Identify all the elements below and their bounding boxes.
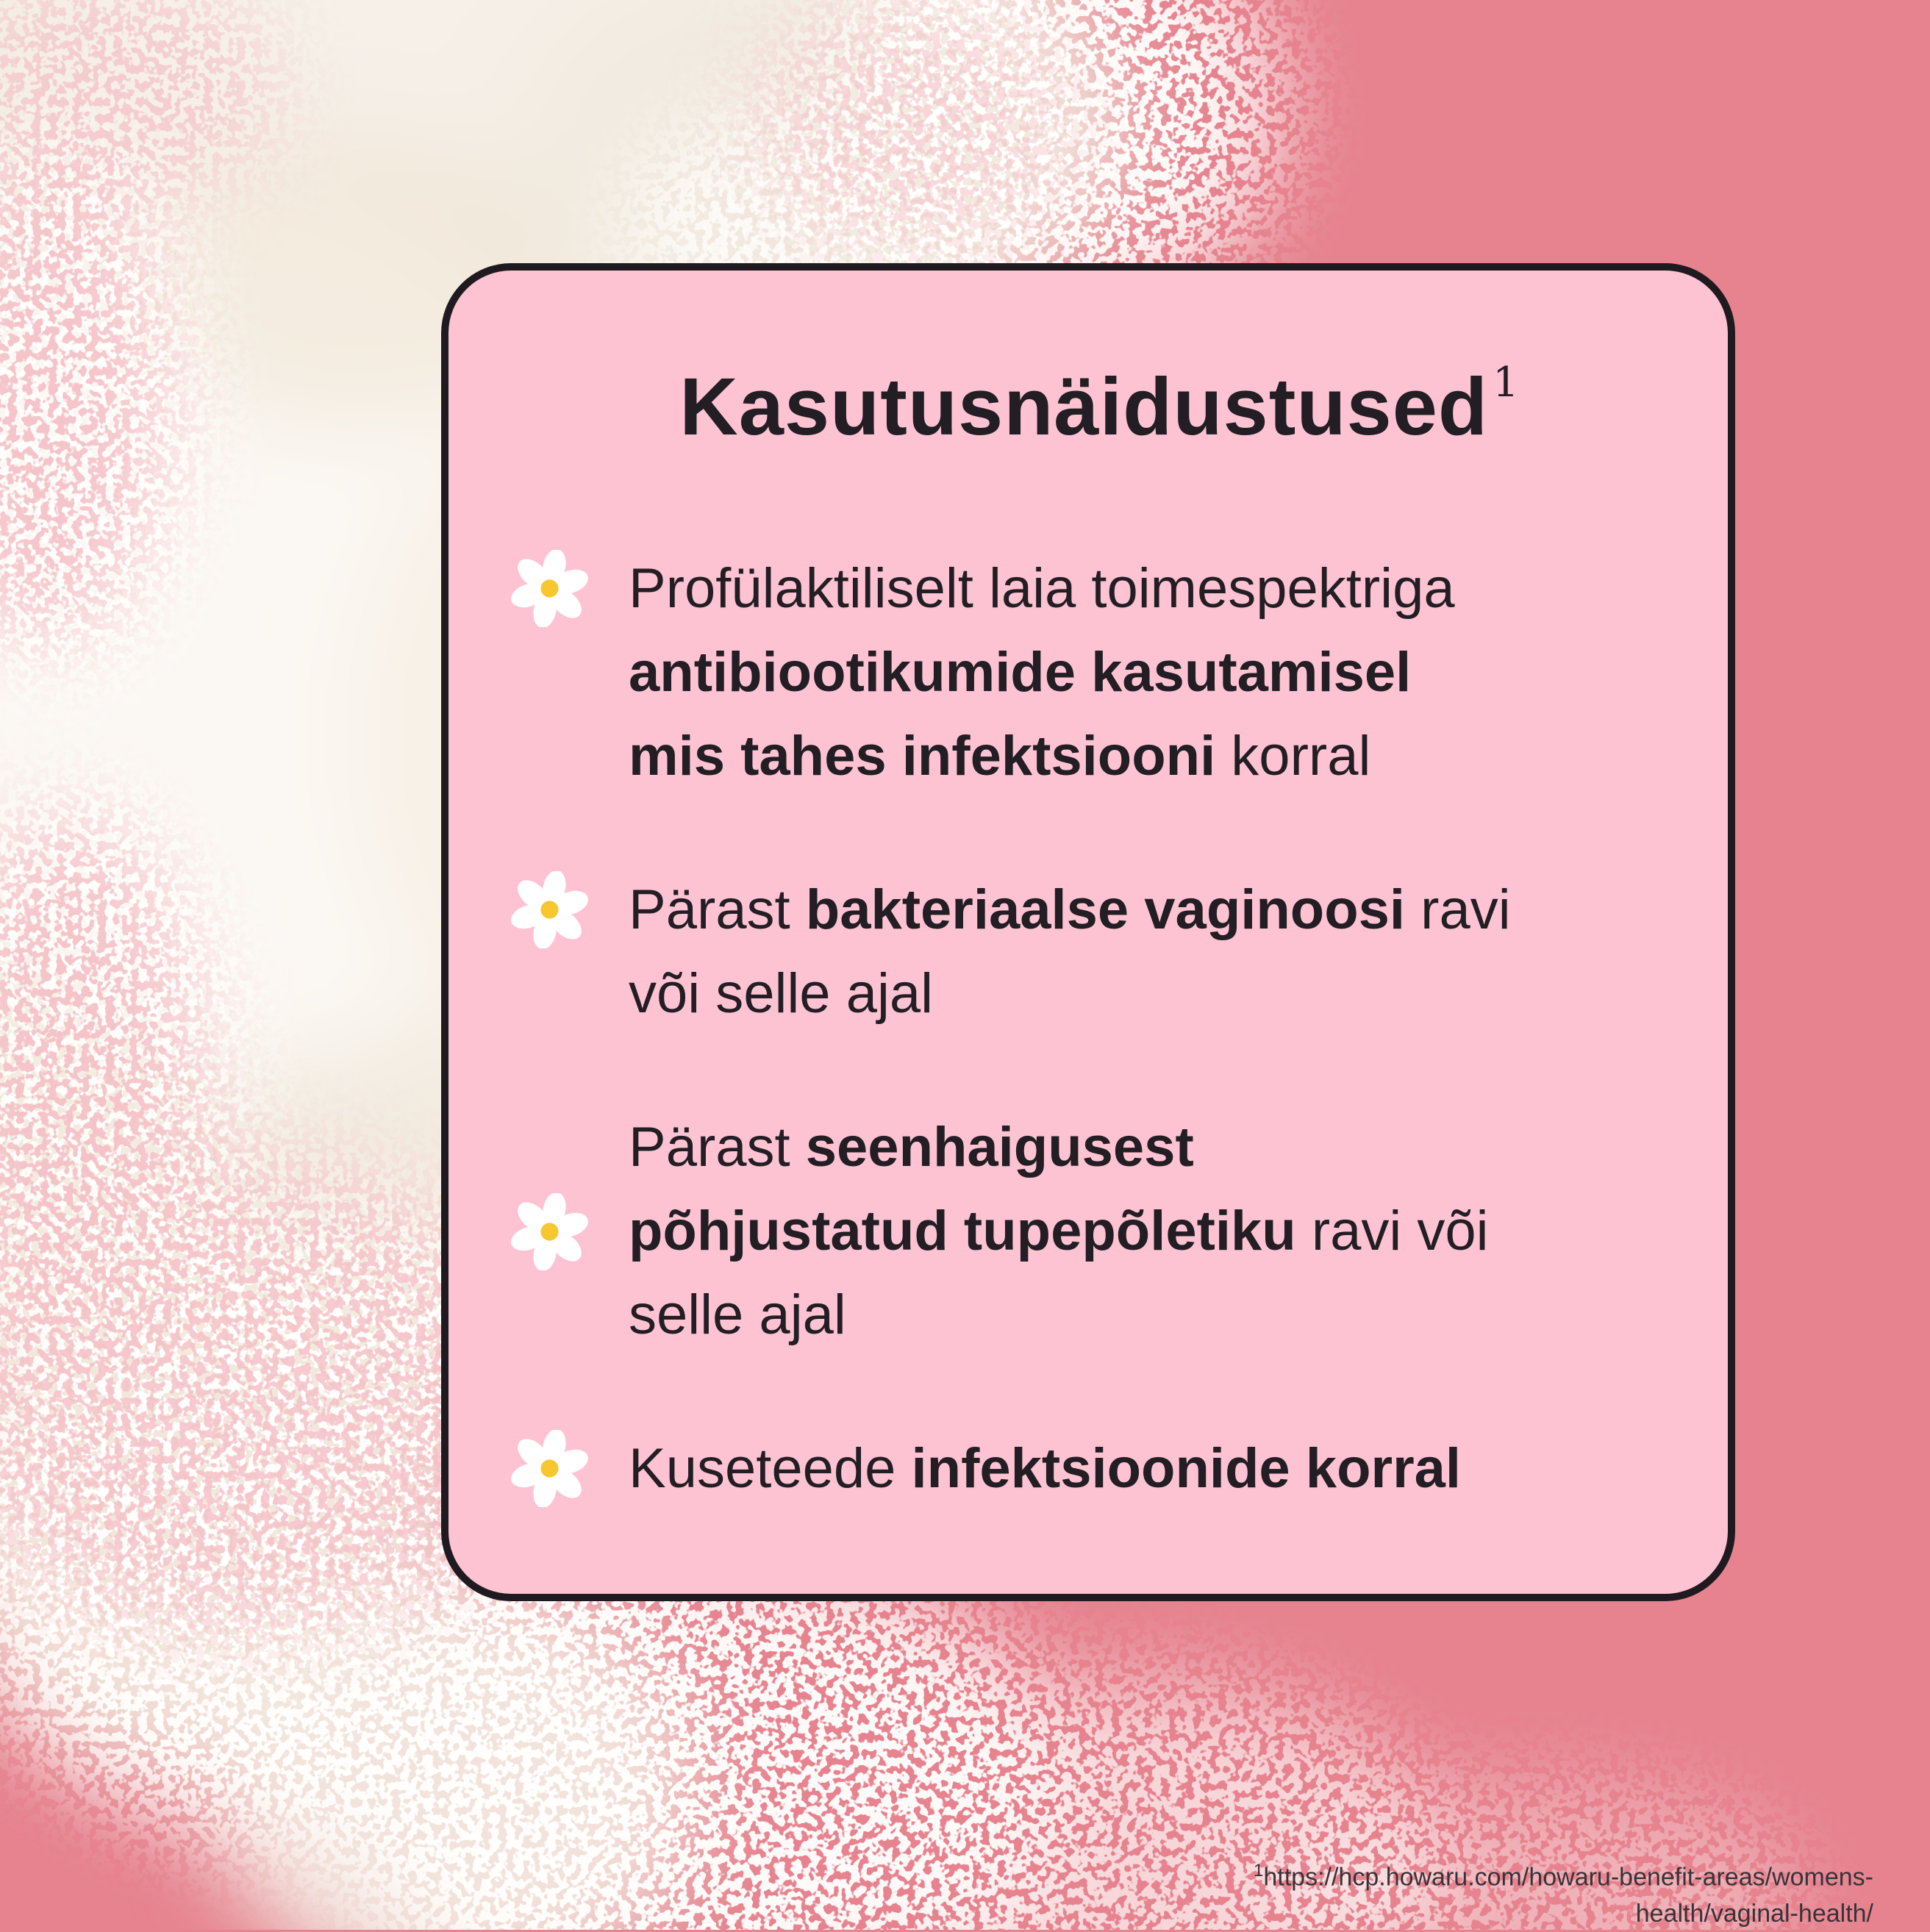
text-line <box>629 1106 1489 1189</box>
text-segment: korral <box>1215 725 1371 787</box>
text-segment: ravi <box>1405 879 1511 941</box>
text-segment: või selle ajal <box>629 962 933 1025</box>
footnote <box>1254 1853 1873 1932</box>
text-segment: Pärast <box>629 1116 806 1178</box>
indication-list <box>511 547 1684 1581</box>
indication-text <box>629 868 1511 1036</box>
text-line <box>629 1273 1489 1357</box>
text-line <box>629 868 1511 952</box>
indication-item <box>511 868 1684 1036</box>
flower-icon <box>511 1430 588 1507</box>
indication-item <box>511 1427 1684 1511</box>
flower-icon <box>511 550 588 627</box>
text-line <box>629 547 1455 631</box>
card-title-superscript: 1 <box>1493 359 1520 407</box>
text-line <box>629 715 1455 798</box>
footnote-line: health/vaginal-health/ <box>1635 1900 1873 1928</box>
text-segment: Pärast <box>629 879 806 941</box>
text-segment: mis tahes infektsiooni <box>629 725 1216 787</box>
text-segment: selle ajal <box>629 1284 846 1346</box>
card-title-text: Kasutusnäidustused <box>679 362 1489 452</box>
footnote-lines <box>1254 1853 1873 1932</box>
indication-text <box>629 547 1455 798</box>
text-line <box>629 1427 1461 1511</box>
flower-icon <box>511 871 588 948</box>
footnote-superscript: 1 <box>1254 1861 1264 1881</box>
text-line <box>629 952 1511 1036</box>
text-segment: bakteriaalse vaginoosi <box>805 879 1406 941</box>
indication-text <box>629 1106 1489 1357</box>
flower-icon <box>511 1193 588 1270</box>
footnote-line: $^1$https://hcp.howaru.com/howaru-benefit-areas/womens- <box>1254 1861 1873 1892</box>
indications-card <box>441 263 1735 1601</box>
text-segment: põhjustatud tupepõletiku <box>629 1200 1296 1262</box>
text-segment: Kuseteede <box>629 1437 912 1500</box>
indication-item <box>511 1106 1684 1357</box>
text-segment: Profülaktiliselt laia toimespektriga <box>629 557 1455 620</box>
text-line <box>629 631 1455 715</box>
indication-item <box>511 547 1684 798</box>
indication-text <box>629 1427 1461 1511</box>
text-segment: seenhaigusest <box>805 1116 1194 1178</box>
text-segment: antibiootikumide kasutamisel <box>629 641 1412 704</box>
card-title <box>511 359 1684 452</box>
text-segment: infektsioonide korral <box>911 1437 1462 1500</box>
text-line <box>629 1189 1489 1273</box>
text-segment: ravi või <box>1295 1200 1489 1262</box>
